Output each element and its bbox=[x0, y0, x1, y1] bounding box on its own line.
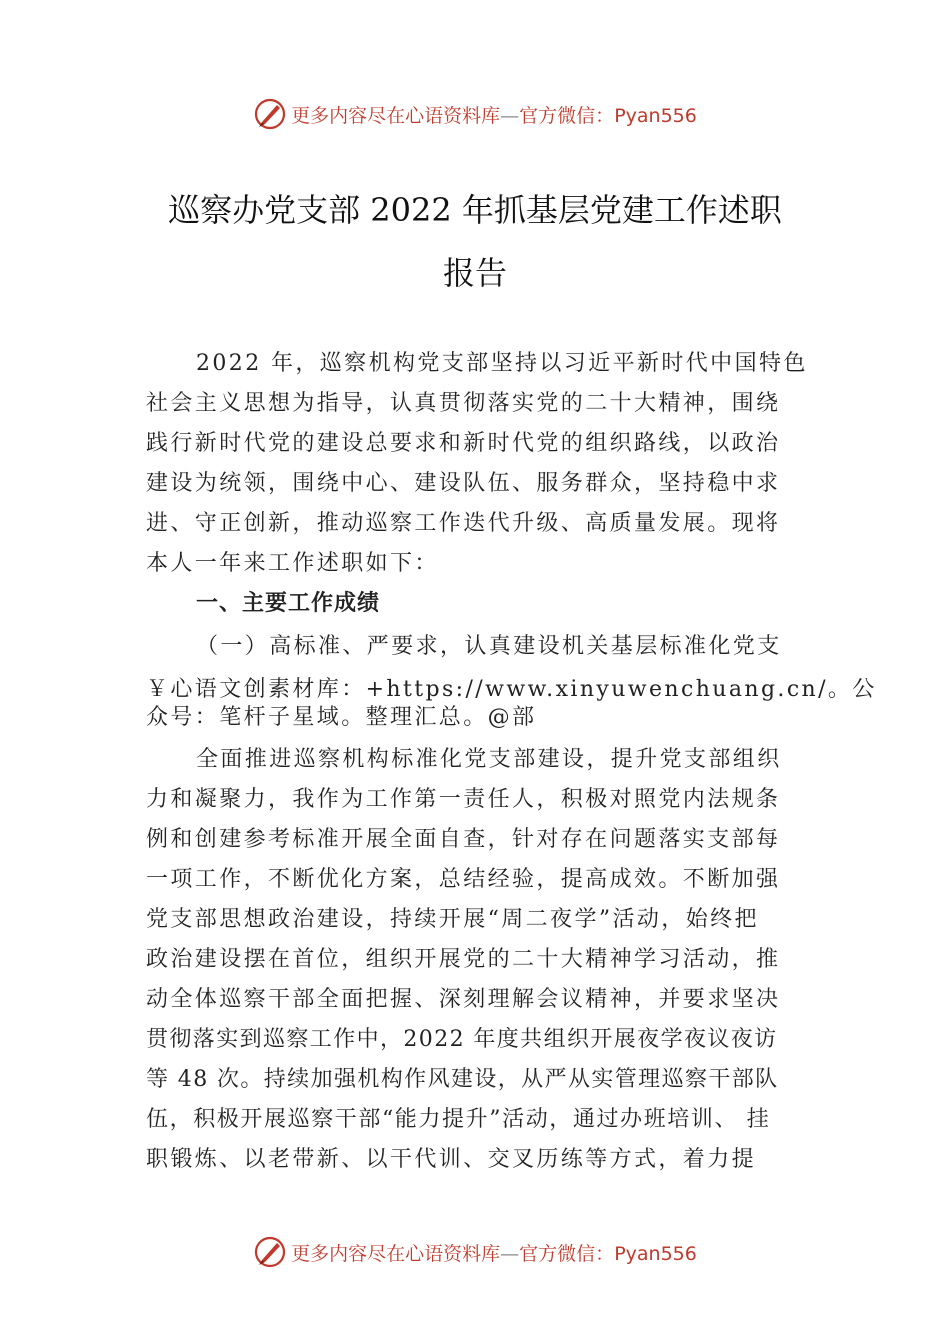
paragraph-line: 一项工作，不断优化方案，总结经验，提高成效。不断加强 bbox=[146, 867, 781, 892]
paragraph-line: 等 48 次。持续加强机构作风建设，从严从实管理巡察干部队 bbox=[146, 1067, 779, 1092]
watermark-line: 众号：笔杆子星域。整理汇总。@部 bbox=[146, 705, 537, 730]
paragraph-line: 本人一年来工作述职如下： bbox=[146, 551, 439, 576]
section-heading: 一、主要工作成绩 bbox=[196, 591, 381, 616]
paragraph-line: 践行新时代党的建设总要求和新时代党的组织路线，以政治 bbox=[146, 431, 781, 456]
footer-banner bbox=[0, 1232, 950, 1272]
paragraph-line: 2022 年，巡察机构党支部坚持以习近平新时代中国特色 bbox=[196, 351, 808, 376]
paragraph-line: 政治建设摆在首位，组织开展党的二十大精神学习活动，推 bbox=[146, 947, 781, 972]
paragraph-line: 建设为统领，围绕中心、建设队伍、服务群众，坚持稳中求 bbox=[146, 471, 781, 496]
paragraph-line: 例和创建参考标准开展全面自查，针对存在问题落实支部每 bbox=[146, 827, 781, 852]
paragraph-line: 动全体巡察干部全面把握、深刻理解会议精神，并要求坚决 bbox=[146, 987, 781, 1012]
brush-logo-icon bbox=[253, 1235, 287, 1269]
watermark-line: ￥心语文创素材库：+https://www.xinyuwenchuang.cn/。公 bbox=[146, 677, 877, 702]
subsection-heading: （一）高标准、严要求，认真建设机关基层标准化党支 bbox=[196, 634, 782, 659]
header-banner bbox=[0, 94, 950, 134]
document-title-line1: 巡察办党支部 2022 年抓基层党建工作述职 bbox=[168, 191, 782, 229]
paragraph-line: 社会主义思想为指导，认真贯彻落实党的二十大精神，围绕 bbox=[146, 391, 781, 416]
paragraph-line: 职锻炼、以老带新、以干代训、交叉历练等方式，着力提 bbox=[146, 1147, 757, 1172]
header-banner-text: 更多内容尽在心语资料库—官方微信：Pyan556 bbox=[291, 104, 697, 127]
paragraph-line: 党支部思想政治建设，持续开展“周二夜学”活动，始终把 bbox=[146, 907, 759, 932]
brush-logo-icon bbox=[253, 97, 287, 131]
paragraph-line: 贯彻落实到巡察工作中，2022 年度共组织开展夜学夜议夜访 bbox=[146, 1027, 778, 1052]
paragraph-line: 力和凝聚力，我作为工作第一责任人，积极对照党内法规条 bbox=[146, 787, 781, 812]
document-title-line2: 报告 bbox=[442, 254, 507, 292]
paragraph-line: 伍，积极开展巡察干部“能力提升”活动，通过办班培训、 挂 bbox=[146, 1107, 771, 1132]
paragraph-line: 进、守正创新，推动巡察工作迭代升级、高质量发展。现将 bbox=[146, 511, 781, 536]
paragraph-line: 全面推进巡察机构标准化党支部建设，提升党支部组织 bbox=[196, 747, 782, 772]
footer-banner-text: 更多内容尽在心语资料库—官方微信：Pyan556 bbox=[291, 1242, 697, 1265]
